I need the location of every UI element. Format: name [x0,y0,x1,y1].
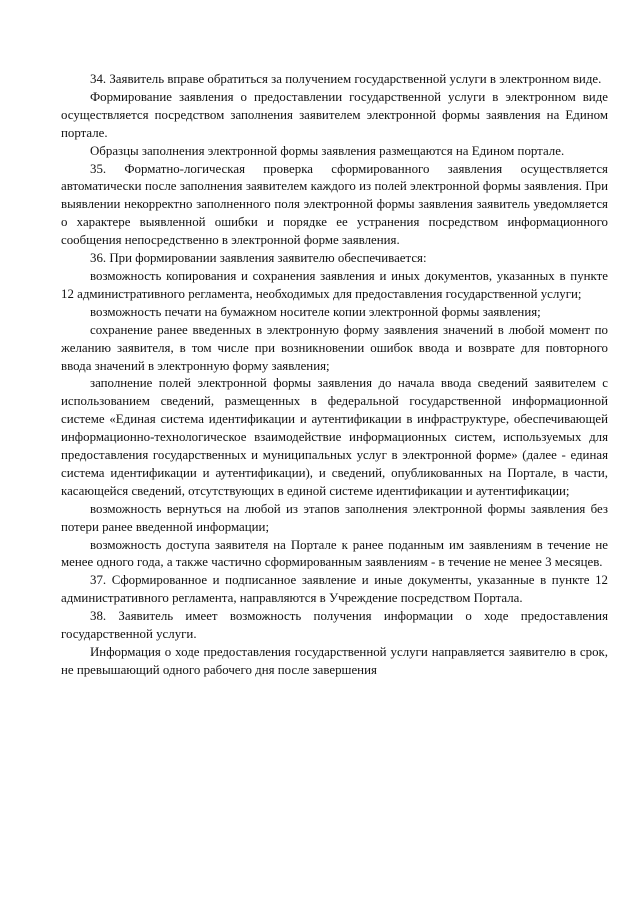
list-item-save-values: сохранение ранее введенных в электронную форму заявления значений в любой момент по желанию заявителя, в том числе при возникновении ошибок ввода и возврате для повторного ввода значений в электронную форму заявления; [61,322,608,373]
paragraph-38: 38. Заявитель имеет возможность получения информации о ходе предоставления государственной услуги. [61,609,608,642]
paragraph-34-forming: Формирование заявления о предоставлении государственной услуги в электронном виде осуществляется посредством заполнения заявителем электронной формы заявления на Едином портале. [61,89,608,140]
paragraph-36: 36. При формировании заявления заявителю обеспечивается: [90,251,427,266]
list-item-print: возможность печати на бумажном носителе копии электронной формы заявления; [90,304,541,319]
paragraph-38-info: Информация о ходе предоставления государственной услуги направляется заявителю в срок, не превышающий одного рабочего дня после завершения [61,645,608,677]
list-item-return: возможность вернуться на любой из этапов заполнения электронной формы заявления без потери ранее введенной информации; [61,501,608,534]
list-item-autofill: заполнение полей электронной формы заявления до начала ввода сведений заявителем с использованием сведений, размещенных в федеральной государственной информационной системе «Единая система идентификации и аутентификации в инфраструктуре, обеспечивающей информационно-технологическое взаимодействие информационных систем, используемых для предоставления государственных и муниципальных услуг в электронной форме» (далее - единая система идентификации и аутентификации), и сведений, опубликованных на Портале, в части, касающейся сведений, отсутствующих в единой системе идентификации и аутентификации; [61,376,608,498]
paragraph-35: 35. Форматно-логическая проверка сформированного заявления осуществляется автоматически после заполнения заявителем каждого из полей электронной формы заявления. При выявлении некорректно заполненного поля электронной формы заявления заявитель уведомляется о характере выявленной ошибки и порядке ее устранения посредством информационного сообщения непосредственно в электронной форме заявления. [61,161,608,248]
list-item-access: возможность доступа заявителя на Портале к ранее поданным им заявлениям в течение не менее одного года, а также частично сформированным заявлениям - в течение не менее 3 месяцев. [61,537,608,570]
document-page [61,71,608,680]
list-item-copy-save: возможность копирования и сохранения заявления и иных документов, указанных в пункте 12 административного регламента, необходимых для предоставления государственной услуги; [61,268,608,301]
paragraph-34-samples: Образцы заполнения электронной формы заявления размещаются на Едином портале. [90,143,565,158]
paragraph-37: 37. Сформированное и подписанное заявление и иные документы, указанные в пункте 12 административного регламента, направляются в Учреждение посредством Портала. [61,573,608,606]
paragraph-34: 34. Заявитель вправе обратиться за получением государственной услуги в электронном виде. [90,72,602,86]
